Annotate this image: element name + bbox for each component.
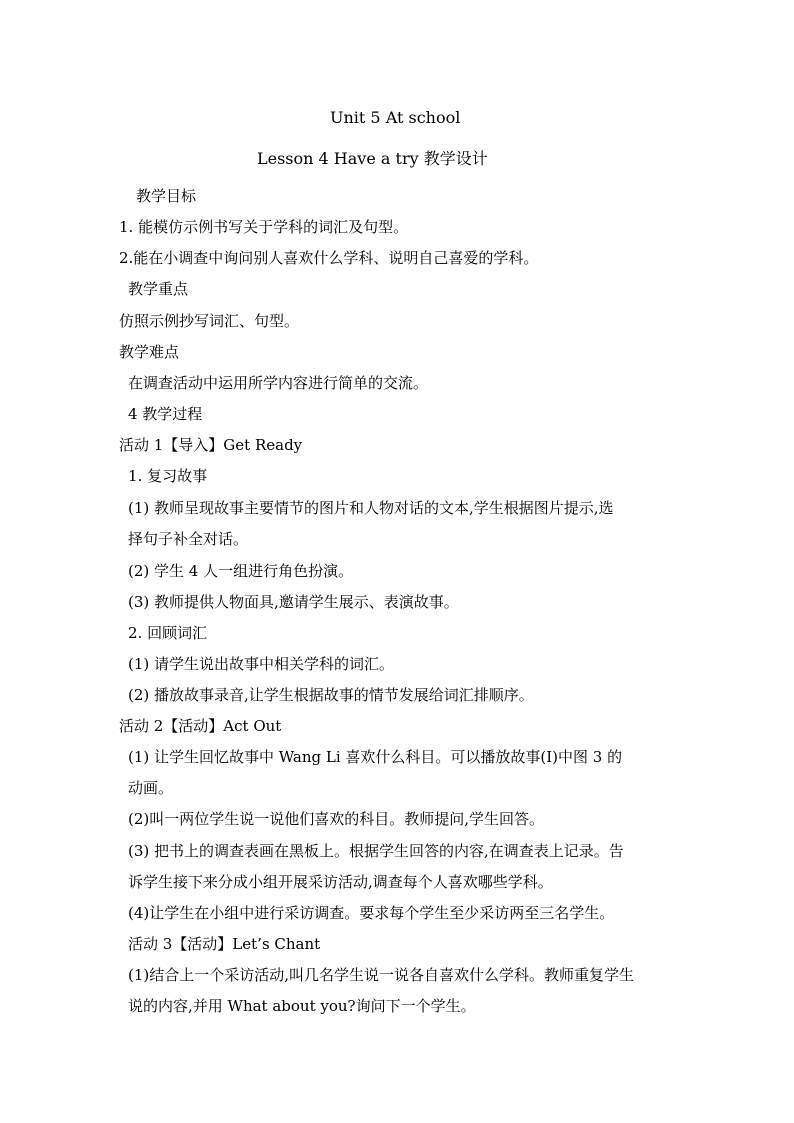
activity-1-heading: 活动 1【导入】Get Ready (119, 436, 303, 454)
activity-3-step-1-line-1: (1)结合上一个采访活动,叫几名学生说一说各自喜欢什么学科。教师重复学生 (128, 966, 635, 984)
activity-2-step-4: (4)让学生在小组中进行采访调查。要求每个学生至少采访两至三名学生。 (128, 904, 615, 922)
goal-1: 1. 能模仿示例书写关于学科的词汇及句型。 (119, 218, 409, 236)
activity-1-vocab-2: (2) 播放故事录音,让学生根据故事的情节发展给词汇排顺序。 (128, 686, 534, 704)
difficulty-heading: 教学难点 (119, 343, 180, 361)
doc-title: Unit 5 At school (330, 108, 461, 127)
difficulty-text: 在调查活动中运用所学内容进行简单的交流。 (128, 374, 429, 392)
key-heading: 教学重点 (128, 280, 189, 298)
goals-heading: 教学目标 (136, 187, 197, 205)
activity-2-step-3-line-1: (3) 把书上的调查表画在黑板上。根据学生回答的内容,在调查表上记录。告 (128, 842, 624, 860)
doc-subtitle: Lesson 4 Have a try 教学设计 (257, 149, 488, 168)
activity-1-step-2: (2) 学生 4 人一组进行角色扮演。 (128, 562, 354, 580)
activity-2-step-2: (2)叫一两位学生说一说他们喜欢的科目。教师提问,学生回答。 (128, 810, 545, 828)
process-heading: 4 教学过程 (128, 405, 203, 423)
activity-2-step-3-line-2: 诉学生接下来分成小组开展采访活动,调查每个人喜欢哪些学科。 (128, 873, 553, 891)
activity-1-step-1-line-1: (1) 教师呈现故事主要情节的图片和人物对话的文本,学生根据图片提示,选 (128, 499, 614, 517)
activity-1-item-1: 1. 复习故事 (128, 467, 208, 485)
activity-3-step-1-line-2: 说的内容,并用 What about you?询问下一个学生。 (128, 997, 476, 1015)
goal-2: 2.能在小调查中询问别人喜欢什么学科、说明自己喜爱的学科。 (119, 249, 539, 267)
activity-1-step-1-line-2: 择句子补全对话。 (128, 530, 249, 548)
activity-1-vocab-1: (1) 请学生说出故事中相关学科的词汇。 (128, 655, 395, 673)
activity-1-step-3: (3) 教师提供人物面具,邀请学生展示、表演故事。 (128, 593, 459, 611)
activity-2-step-1-line-1: (1) 让学生回忆故事中 Wang Li 喜欢什么科目。可以播放故事(I)中图 3 的 (128, 748, 623, 766)
activity-1-item-2: 2. 回顾词汇 (128, 624, 208, 642)
activity-3-heading: 活动 3【活动】Let’s Chant (128, 935, 321, 953)
activity-2-step-1-line-2: 动画。 (128, 779, 174, 797)
key-text: 仿照示例抄写词汇、句型。 (119, 312, 300, 330)
activity-2-heading: 活动 2【活动】Act Out (119, 717, 282, 735)
